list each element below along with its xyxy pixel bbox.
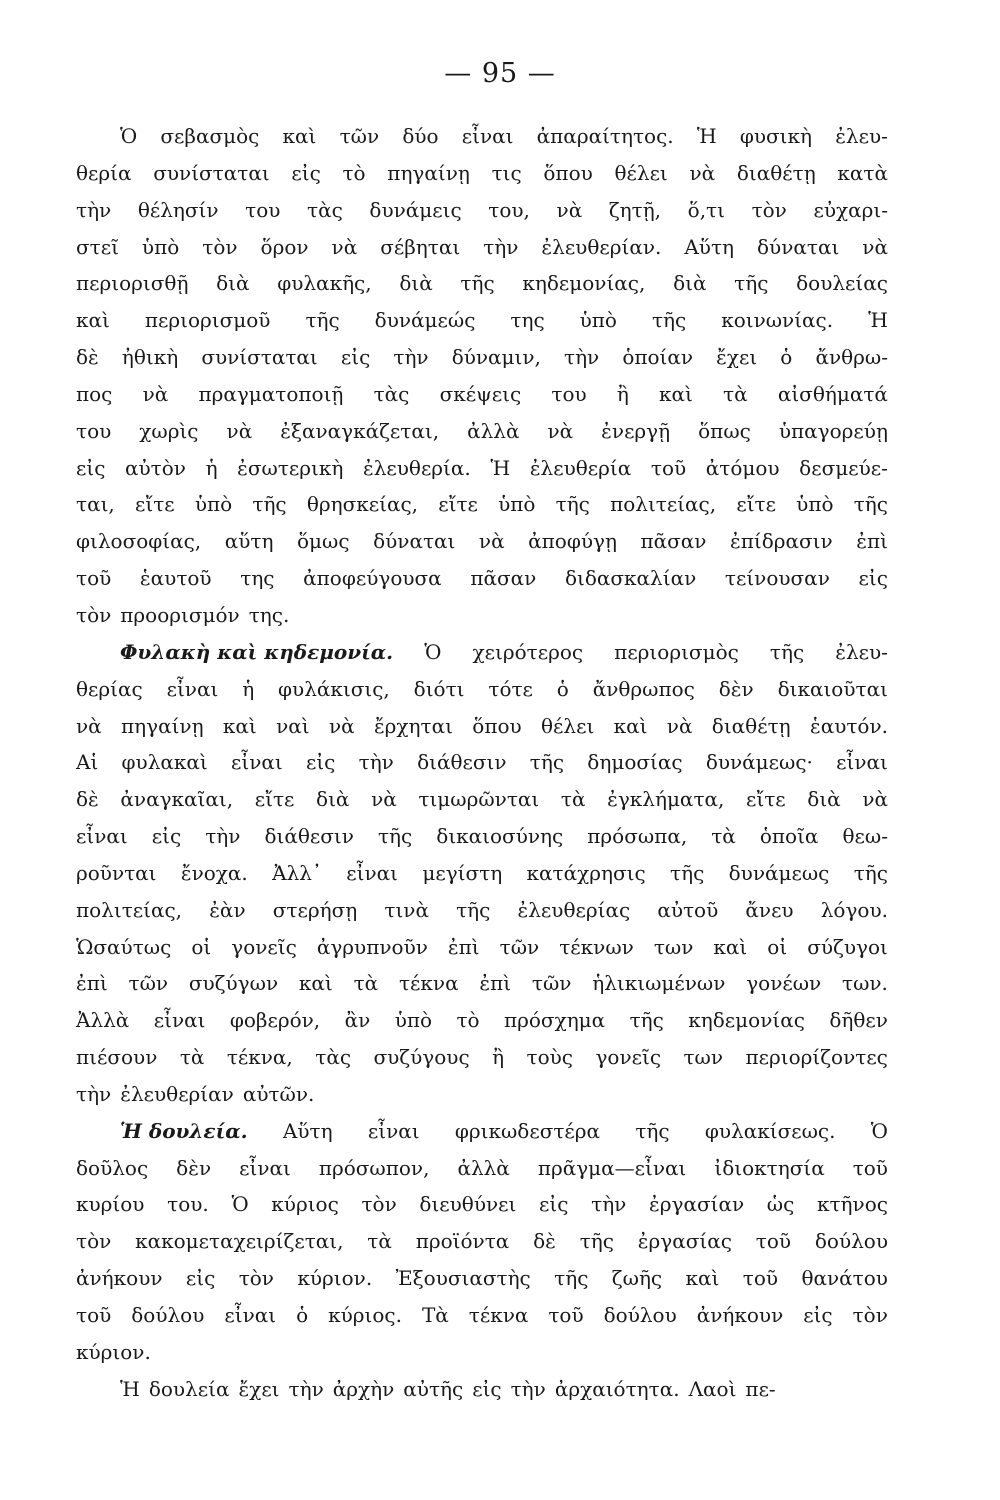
text-line: Ἡ δουλεία. Αὕτη εἶναι φρικωδεστέρα τῆς φυλακίσεως. Ὁ <box>76 1113 888 1150</box>
text-line: ροῦνται ἔνοχα. Ἀλλ᾽ εἶναι μεγίστη κατάχρησις τῆς δυνάμεως τῆς <box>76 860 888 885</box>
text-line: καὶ περιορισμοῦ τῆς δυνάμεώς της ὑπὸ τῆς κοινωνίας. Ἡ <box>76 308 888 333</box>
text-line: κύριον. <box>76 1339 151 1364</box>
text-line: πολιτείας, ἐὰν στερήσῃ τινὰ τῆς ἐλευθερίας αὐτοῦ ἄνευ λόγου. <box>76 897 888 922</box>
text-line: δὲ ἠθικὴ συνίσταται εἰς τὴν δύναμιν, τὴν ὁποίαν ἔχει ὁ ἄνθρω- <box>76 345 888 370</box>
text-line: τοῦ ἑαυτοῦ της ἀποφεύγουσα πᾶσαν διδασκαλίαν τείνουσαν εἰς <box>76 566 888 591</box>
page-number: — 95 — <box>444 58 556 89</box>
text-line: του χωρὶς νὰ ἐξαναγκάζεται, ἀλλὰ νὰ ἐνεργῇ ὅπως ὑπαγορεύῃ <box>76 418 888 443</box>
text-line: πιέσουν τὰ τέκνα, τὰς συζύγους ἢ τοὺς γονεῖς των περιορίζοντες <box>76 1045 888 1070</box>
text-line: περιορισθῇ διὰ φυλακῆς, διὰ τῆς κηδεμονίας, διὰ τῆς δουλείας <box>76 271 888 296</box>
text-line: Ὁ σεβασμὸς καὶ τῶν δύο εἶναι ἀπαραίτητος. Ἡ φυσικὴ ἐλευ- <box>120 124 888 148</box>
text-line: δὲ ἀναγκαῖαι, εἴτε διὰ νὰ τιμωρῶνται τὰ ἐγκλήματα, εἴτε διὰ νὰ <box>76 787 888 812</box>
body-text <box>76 118 888 1408</box>
text-line: ται, εἴτε ὑπὸ τῆς θρησκείας, εἴτε ὑπὸ τῆς πολιτείας, εἴτε ὑπὸ τῆς <box>76 492 888 517</box>
text-line: δοῦλος δὲν εἶναι πρόσωπον, ἀλλὰ πρᾶγμα—εἶναι ἰδιοκτησία τοῦ <box>76 1155 888 1180</box>
section-heading: Φυλακὴ καὶ κηδεμονία. <box>120 639 394 664</box>
text-line: Ὡσαύτως οἱ γονεῖς ἀγρυπνοῦν ἐπὶ τῶν τέκνων των καὶ οἱ σύζυγοι <box>76 934 888 959</box>
text-line: ἀνήκουν εἰς τὸν κύριον. Ἐξουσιαστὴς τῆς ζωῆς καὶ τοῦ θανάτου <box>76 1266 888 1291</box>
text-line: πος νὰ πραγματοποιῇ τὰς σκέψεις του ἢ καὶ τὰ αἰσθήματά <box>76 381 888 406</box>
text-line: τὴν θέλησίν του τὰς δυνάμεις του, νὰ ζητῇ, ὅ,τι τὸν εὐχαρι- <box>76 197 888 222</box>
text-line: εἶναι εἰς τὴν διάθεσιν τῆς δικαιοσύνης πρόσωπα, τὰ ὁποῖα θεω- <box>76 824 888 849</box>
text-line: φιλοσοφίας, αὕτη ὅμως δύναται νὰ ἀποφύγῃ πᾶσαν ἐπίδρασιν ἐπὶ <box>76 529 888 554</box>
section-heading: Ἡ δουλεία. <box>120 1118 248 1143</box>
text-line: εἰς αὐτὸν ἡ ἐσωτερικὴ ἐλευθερία. Ἡ ἐλευθερία τοῦ ἀτόμου δεσμεύε- <box>76 455 888 480</box>
text-line: νὰ πηγαίνῃ καὶ ναὶ νὰ ἔρχηται ὅπου θέλει καὶ νὰ διαθέτῃ ἑαυτόν. <box>76 713 888 738</box>
text-line: Ἡ δουλεία ἔχει τὴν ἀρχὴν αὐτῆς εἰς τὴν ἀρχαιότητα. Λαοὶ πε- <box>120 1376 776 1401</box>
text-line: τὴν ἐλευθερίαν αὐτῶν. <box>76 1081 315 1106</box>
text-line: στεῖ ὑπὸ τὸν ὅρον νὰ σέβηται τὴν ἐλευθερίαν. Αὕτη δύναται νὰ <box>76 234 888 259</box>
text-line: τὸν προορισμόν της. <box>76 602 290 627</box>
text-line: θερίας εἶναι ἡ φυλάκισις, διότι τότε ὁ ἄνθρωπος δὲν δικαιοῦται <box>76 676 888 701</box>
text-line: Ἀλλὰ εἶναι φοβερόν, ἂν ὑπὸ τὸ πρόσχημα τῆς κηδεμονίας δῆθεν <box>76 1008 888 1033</box>
text-line: κυρίου του. Ὁ κύριος τὸν διευθύνει εἰς τὴν ἐργασίαν ὡς κτῆνος <box>76 1192 888 1217</box>
text-line: Φυλακὴ καὶ κηδεμονία. Ὁ χειρότερος περιορισμὸς τῆς ἐλευ- <box>76 634 888 671</box>
text-line: τὸν κακομεταχειρίζεται, τὰ προϊόντα δὲ τῆς ἐργασίας τοῦ δούλου <box>76 1229 888 1254</box>
text-line: ἐπὶ τῶν συζύγων καὶ τὰ τέκνα ἐπὶ τῶν ἡλικιωμένων γονέων των. <box>76 971 888 996</box>
text-line: τοῦ δούλου εἶναι ὁ κύριος. Τὰ τέκνα τοῦ δούλου ἀνήκουν εἰς τὸν <box>76 1303 888 1327</box>
text-line: Αἱ φυλακαὶ εἶναι εἰς τὴν διάθεσιν τῆς δημοσίας δυνάμεως· εἶναι <box>76 750 888 775</box>
text-line: θερία συνίσταται εἰς τὸ πηγαίνῃ τις ὅπου θέλει νὰ διαθέτῃ κατὰ <box>76 160 888 185</box>
